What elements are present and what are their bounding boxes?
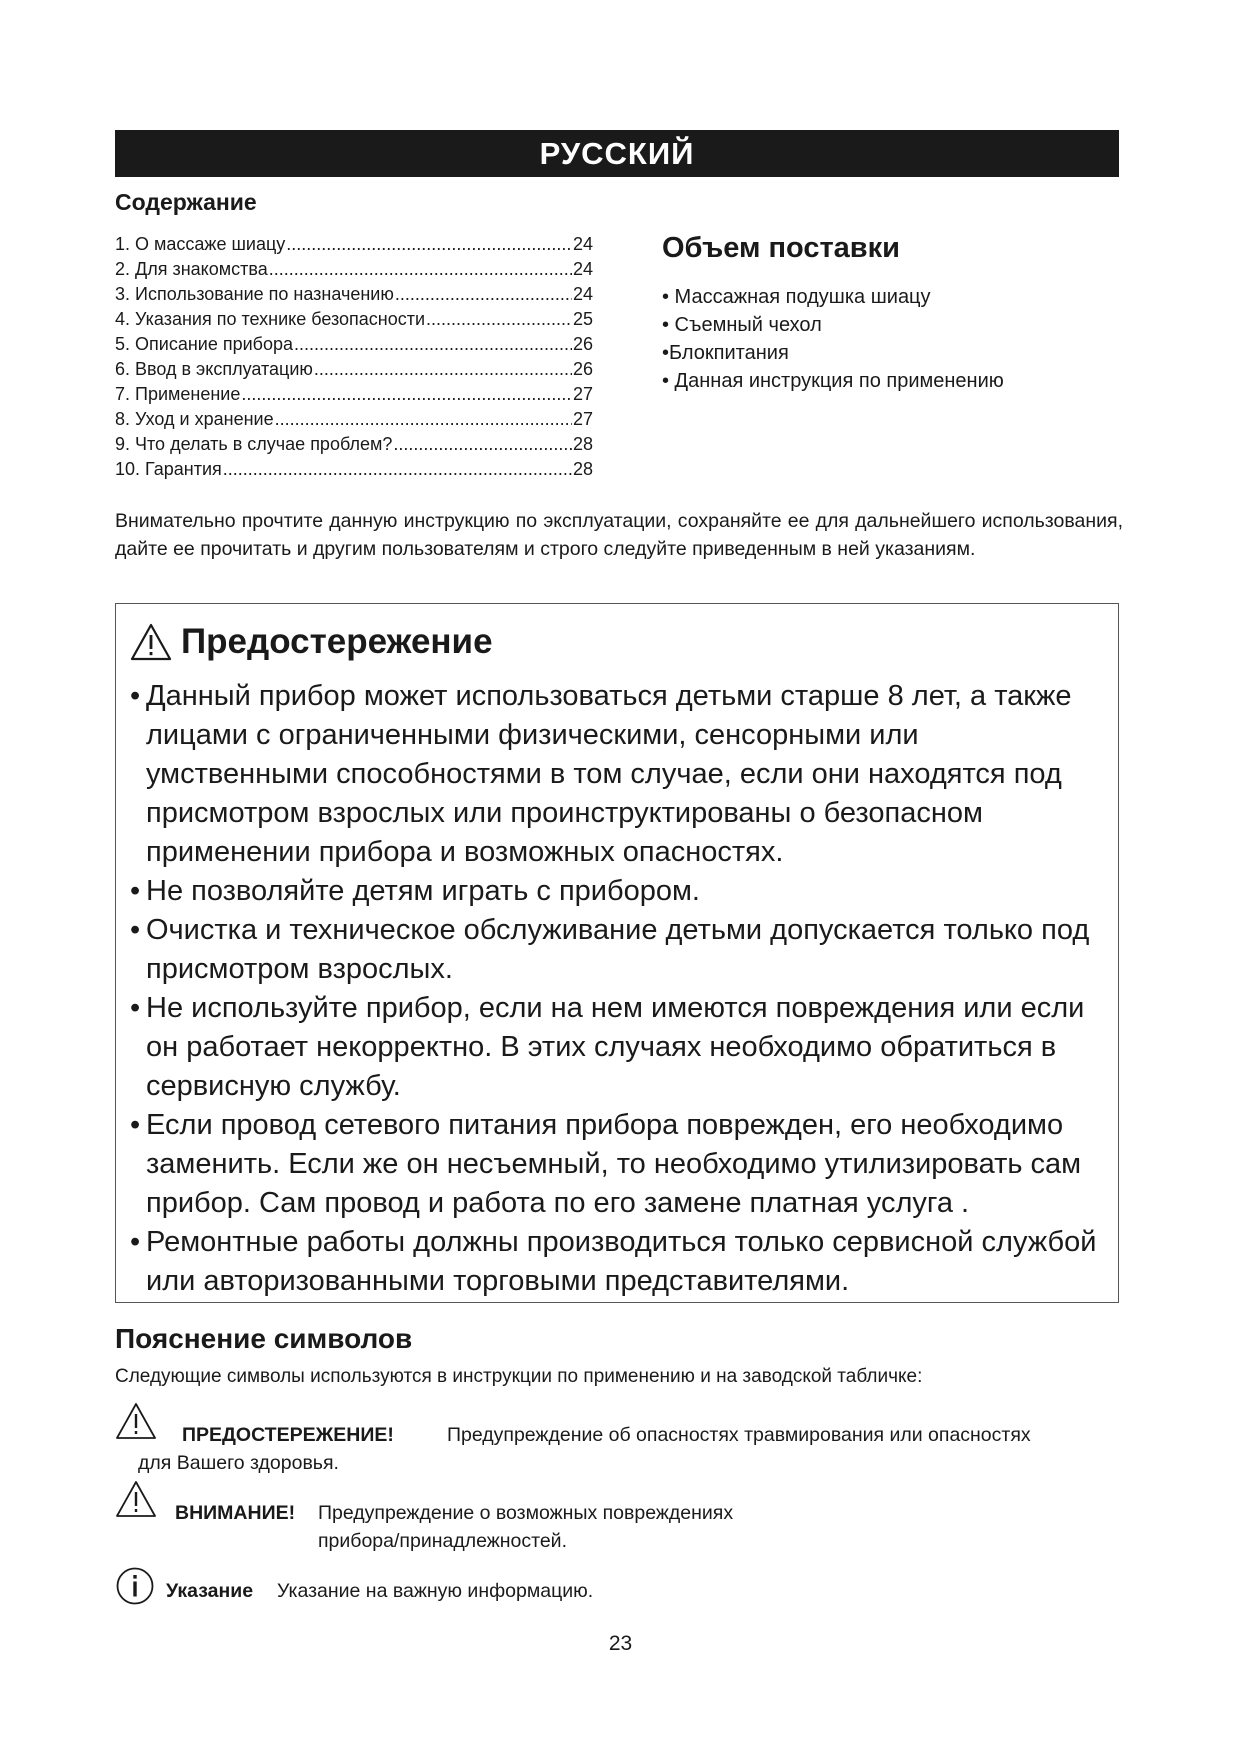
toc-item-title: 4. Указания по технике безопасности (115, 309, 426, 329)
bullet: • (130, 875, 141, 907)
bullet: • (130, 992, 141, 1024)
toc-item (115, 307, 593, 332)
warning-item (130, 1223, 1108, 1301)
bullet: • (130, 1109, 141, 1141)
toc-item-title: 1. О массаже шиацу (115, 234, 286, 254)
supply-heading: Объем поставки (662, 232, 900, 264)
symbol-caution-text-continued: прибора/принадлежностей. (318, 1530, 567, 1552)
symbols-intro: Следующие символы используются в инструкции по применению и на заводской табличке: (115, 1366, 923, 1387)
symbol-danger-label: ПРЕДОСТЕРЕЖЕНИЕ! (182, 1424, 394, 1446)
warning-list (130, 677, 1108, 1301)
warning-item (130, 872, 1108, 911)
symbol-danger-text: Предупреждение об опасностях травмирования или опасностях (447, 1424, 1031, 1446)
toc-item-title: 6. Ввод в эксплуатацию (115, 359, 313, 379)
bullet: • (130, 1226, 141, 1258)
toc-leader (314, 357, 572, 382)
supply-item: • Съемный чехол (662, 314, 822, 336)
language-banner: РУССКИЙ (115, 130, 1119, 177)
warning-item-text: Не позволяйте детям играть с прибором. (146, 875, 700, 907)
toc-leader (241, 382, 572, 407)
toc-item (115, 332, 593, 357)
toc-item-title: 3. Использование по назначению (115, 284, 394, 304)
intro-paragraph: Внимательно прочтите данную инструкцию по эксплуатации, сохраняйте ее для дальнейшего использования, дайте ее прочитать и другим пользователям и строго следуйте приведенным в ней указаниям. (115, 510, 1123, 560)
toc-heading: Содержание (115, 189, 257, 215)
toc-item-page: 27 (572, 384, 593, 404)
toc-item-page: 27 (572, 409, 593, 429)
toc-leader (395, 282, 572, 307)
warning-header (130, 622, 493, 662)
toc-item-page: 28 (572, 459, 593, 479)
warning-triangle-icon (115, 1480, 157, 1518)
toc-item (115, 257, 593, 282)
symbol-caution-text: Предупреждение о возможных повреждениях (318, 1502, 734, 1524)
supply-list (662, 283, 1004, 395)
toc-item-page: 26 (572, 359, 593, 379)
supply-item: •Блокпитания (662, 342, 789, 364)
toc-item-page: 24 (572, 284, 593, 304)
bullet: • (130, 680, 141, 712)
toc-item-title: 10. Гарантия (115, 459, 222, 479)
warning-triangle-icon (115, 1402, 157, 1440)
toc-item (115, 457, 593, 482)
toc-item-page: 24 (572, 234, 593, 254)
toc-item-title: 8. Уход и хранение (115, 409, 274, 429)
supply-item: • Массажная подушка шиацу (662, 286, 931, 308)
warning-triangle-icon (130, 623, 172, 661)
toc-item-page: 26 (572, 334, 593, 354)
toc-item-page: 25 (572, 309, 593, 329)
toc-list (115, 232, 593, 482)
toc-item-title: 2. Для знакомства (115, 259, 268, 279)
toc-item-title: 7. Применение (115, 384, 241, 404)
info-circle-icon (115, 1566, 155, 1606)
toc-leader (286, 232, 572, 257)
warning-item (130, 911, 1108, 989)
symbol-caution-label: ВНИМАНИЕ! (175, 1502, 296, 1524)
symbol-danger-row (182, 1421, 394, 1449)
toc-item-title: 5. Описание прибора (115, 334, 293, 354)
toc-item-page: 24 (572, 259, 593, 279)
warning-item-text: Очистка и техническое обслуживание детьми допускается только под присмотром взрослых. (146, 914, 1090, 985)
page-number: 23 (608, 1632, 633, 1655)
symbol-note-row (166, 1577, 253, 1605)
supply-item: • Данная инструкция по применению (662, 370, 1004, 392)
toc-leader (426, 307, 572, 332)
symbol-danger-text-continued: для Вашего здоровья. (138, 1452, 339, 1474)
toc-leader (223, 457, 572, 482)
warning-box (115, 603, 1119, 1303)
toc-leader (294, 332, 572, 357)
toc-leader (275, 407, 572, 432)
warning-item-text: Если провод сетевого питания прибора поврежден, его необходимо заменить. Если же он несъемный, то необходимо утилизировать сам прибор. Сам провод и работа по его замене платная услуга . (146, 1109, 1082, 1219)
warning-item (130, 989, 1108, 1106)
bullet: • (130, 914, 141, 946)
toc-item (115, 282, 593, 307)
warning-item (130, 1106, 1108, 1223)
toc-leader (269, 257, 572, 282)
symbol-caution-row (175, 1499, 295, 1527)
toc-leader (393, 432, 572, 457)
warning-title: Предостережение (181, 622, 493, 661)
warning-item-text: Данный прибор может использоваться детьми старше 8 лет, а также лицами с ограниченными физическими, сенсорными или умственными способностями в том случае, если они находятся под присмотром взрослых или проинструктированы о безопасном применении прибора и возможных опасностях. (146, 680, 1072, 868)
symbol-note-label: Указание (166, 1580, 254, 1602)
symbols-heading: Пояснение символов (115, 1323, 413, 1354)
warning-item-text: Ремонтные работы должны производиться только сервисной службой или авторизованными торговыми представителями. (146, 1226, 1097, 1297)
toc-item-page: 28 (572, 434, 593, 454)
toc-item (115, 432, 593, 457)
toc-item (115, 407, 593, 432)
toc-item (115, 232, 593, 257)
warning-item-text: Не используйте прибор, если на нем имеются повреждения или если он работает некорректно. В этих случаях необходимо обратиться в сервисную службу. (146, 992, 1085, 1102)
toc-item (115, 357, 593, 382)
symbol-note-text: Указание на важную информацию. (277, 1580, 594, 1602)
warning-item (130, 677, 1108, 872)
toc-item-title: 9. Что делать в случае проблем? (115, 434, 393, 454)
toc-item (115, 382, 593, 407)
